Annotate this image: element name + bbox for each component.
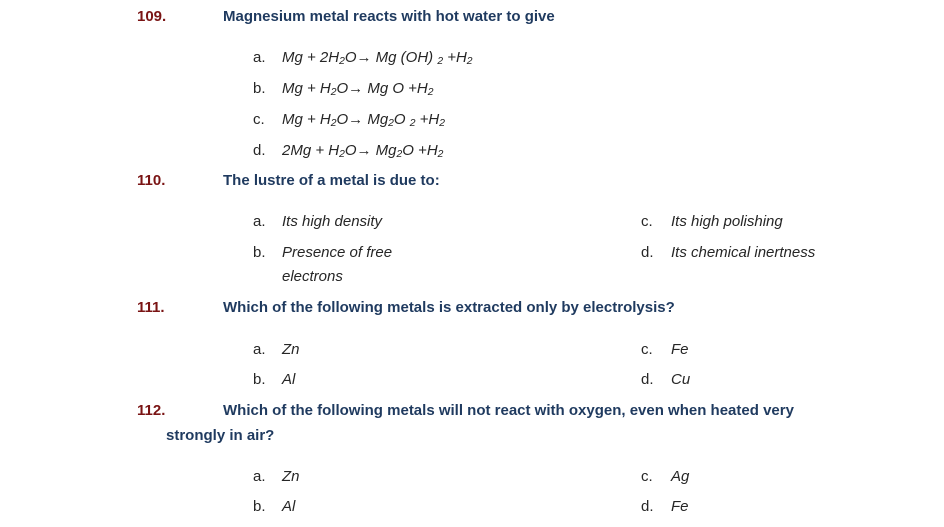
- option-text: Presence of free: [282, 244, 393, 261]
- option-letter: a.: [253, 49, 266, 66]
- question-text: Which of the following metals will not react with oxygen, even when heated very: [223, 402, 794, 419]
- option-text: Mg + 2H₂O→ Mg (OH) ₂ +H₂: [282, 49, 473, 66]
- option-letter: d.: [641, 498, 654, 515]
- option-text: Fe: [671, 498, 689, 515]
- option-text: Its high polishing: [671, 213, 783, 230]
- question-number: 110.: [137, 172, 166, 189]
- option-letter: a.: [253, 468, 266, 485]
- option-text: Its chemical inertness: [671, 244, 816, 261]
- option-letter: b.: [253, 80, 266, 97]
- option-letter: b.: [253, 498, 266, 515]
- option-letter: a.: [253, 213, 266, 230]
- question-text: The lustre of a metal is due to:: [223, 172, 440, 189]
- option-text: Mg + H₂O→ Mg O +H₂: [282, 80, 434, 97]
- option-text: Al: [282, 371, 296, 388]
- option-text: Cu: [671, 371, 691, 388]
- option-letter: c.: [641, 213, 653, 230]
- option-text: Zn: [282, 341, 300, 358]
- option-letter: b.: [253, 244, 266, 261]
- option-letter: b.: [253, 371, 266, 388]
- option-text: Zn: [282, 468, 300, 485]
- question-text: Magnesium metal reacts with hot water to give: [223, 8, 555, 25]
- option-letter: d.: [641, 371, 654, 388]
- question-text: Which of the following metals is extracted only by electrolysis?: [223, 299, 675, 316]
- question-number: 109.: [137, 8, 167, 25]
- option-text: 2Mg + H₂O→ Mg₂O +H₂: [282, 142, 444, 159]
- option-letter: c.: [641, 341, 653, 358]
- option-letter: c.: [641, 468, 653, 485]
- option-text-continued: electrons: [282, 268, 343, 285]
- option-text: Al: [282, 498, 296, 515]
- option-letter: a.: [253, 341, 266, 358]
- option-text: Ag: [671, 468, 690, 485]
- option-letter: d.: [641, 244, 654, 261]
- option-letter: d.: [253, 142, 266, 159]
- option-text: Fe: [671, 341, 689, 358]
- option-text: Its high density: [282, 213, 383, 230]
- option-letter: c.: [253, 111, 265, 128]
- question-number: 111.: [137, 299, 165, 316]
- option-text: Mg + H₂O→ Mg₂O ₂ +H₂: [282, 111, 445, 128]
- question-number: 112.: [137, 402, 166, 419]
- question-text-continued: strongly in air?: [166, 427, 275, 444]
